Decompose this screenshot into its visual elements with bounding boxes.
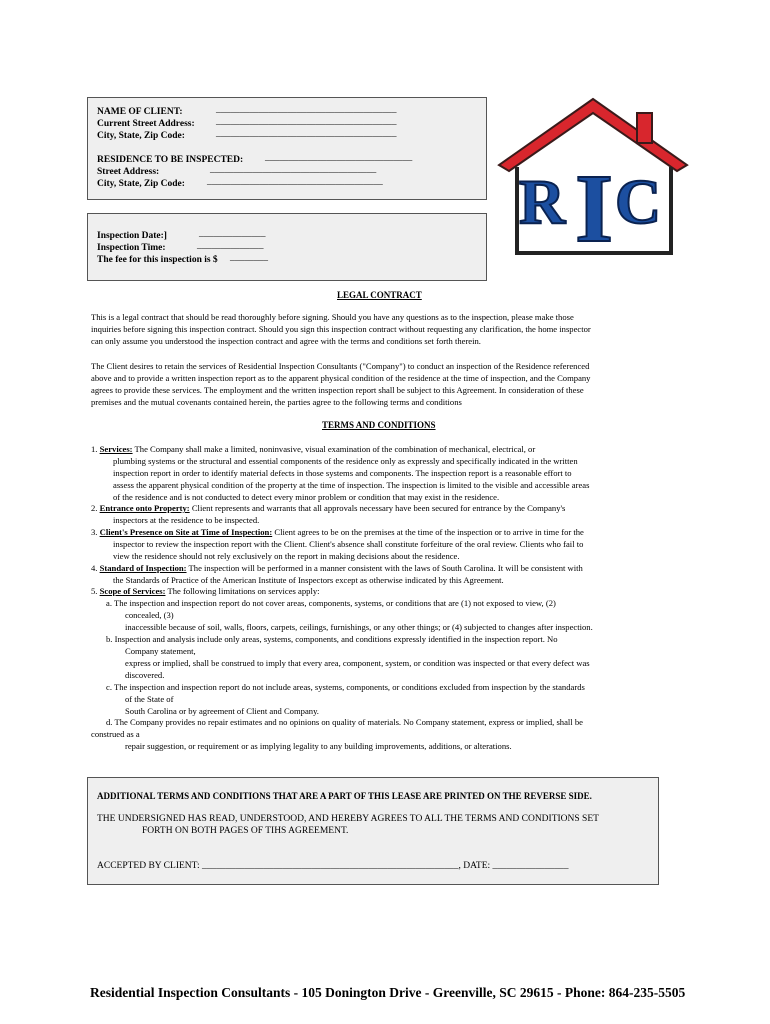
term-entrance	[91, 503, 565, 515]
inspection-time-label: Inspection Time:	[97, 243, 166, 253]
undersigned-line: FORTH ON BOTH PAGES OF TIHS AGREEMENT.	[142, 826, 349, 836]
limitation-c-line: of the State of	[125, 694, 174, 704]
client-desires-line: The Client desires to retain the services of Residential Inspection Consultants ("Company") to conduct an inspection of the Residence referenced	[91, 361, 590, 371]
term-title: Services:	[99, 444, 133, 454]
limitation-a-line: inaccessible because of soil, walls, floors, carpets, ceilings, furnishings, or any other things; or (4) subjected to changes after inspection.	[125, 622, 593, 632]
term-title: Scope of Services:	[99, 586, 166, 596]
acceptance-box	[87, 777, 659, 885]
logo-letter-c: C	[615, 166, 662, 237]
logo-letter-i: I	[575, 155, 614, 260]
inspection-info-box	[87, 213, 487, 281]
limitation-d-line: repair suggestion, or requirement or as implying legality to any building improvements, additions, or alterations.	[125, 741, 512, 751]
inspection-time-field[interactable]: ______________	[197, 241, 264, 251]
terms-heading: TERMS AND CONDITIONS	[322, 420, 436, 430]
client-name-label: NAME OF CLIENT:	[97, 107, 183, 117]
term-line: view the residence should not rely exclusively on the report in making decisions about the residence.	[113, 551, 460, 561]
intro-paragraph-line: This is a legal contract that should be read thoroughly before signing. Should you have any questions as to the inspection, please make those	[91, 312, 574, 322]
term-text: The Company shall make a limited, noninvasive, visual examination of the combination of mechanical, electrical, or	[132, 444, 536, 454]
client-name-field[interactable]: ______________________________________	[216, 105, 397, 115]
logo-letter-r: R	[519, 166, 566, 237]
term-line: plumbing systems or the structural and essential components of the residence only as expressly and specifically indicated in the written	[113, 456, 578, 466]
term-line: the Standards of Practice of the American Institute of Inspectors except as otherwise indicated by this Agreement.	[113, 575, 504, 585]
limitation-b-line: b. Inspection and analysis include only areas, systems, components, and conditions expressly identified in the inspection report. No	[106, 634, 558, 644]
limitation-c-line: c. The inspection and inspection report do not include areas, systems, components, or conditions excluded from inspection by the standards	[106, 682, 585, 692]
term-title: Standard of Inspection:	[99, 563, 187, 573]
term-line: inspector to review the inspection report with the Client. Client's absence shall constitute forfeiture of the oral review. Clients who fail to	[113, 539, 584, 549]
term-line: inspectors at the residence to be inspected.	[113, 515, 260, 525]
client-street-label: Current Street Address:	[97, 119, 195, 129]
signature-date-field[interactable]: ________________	[492, 861, 569, 871]
inspection-fee-field[interactable]: ________	[230, 253, 268, 263]
additional-terms-notice: ADDITIONAL TERMS AND CONDITIONS THAT ARE A PART OF THIS LEASE ARE PRINTED ON THE REVERSE SIDE.	[97, 791, 592, 801]
term-text: Client agrees to be on the premises at the time of the inspection or to arrive in time for the	[272, 527, 584, 537]
limitation-b-line: Company statement,	[125, 646, 196, 656]
term-line: assess the apparent physical condition of the property at the time of inspection. The inspection is limited to the visible and accessible areas	[113, 480, 590, 490]
inspection-date-field[interactable]: ______________	[199, 229, 266, 239]
limitation-a-line: a. The inspection and inspection report do not cover areas, components, systems, or conditions that are (1) not exposed to view, (2)	[106, 598, 556, 608]
limitation-a-line: concealed, (3)	[125, 610, 174, 620]
residence-city-field[interactable]: _____________________________________	[207, 177, 383, 187]
term-standard	[91, 563, 583, 575]
client-city-label: City, State, Zip Code:	[97, 131, 185, 141]
accepted-by-client-label	[97, 861, 569, 872]
residence-label: RESIDENCE TO BE INSPECTED:	[97, 155, 244, 165]
term-scope	[91, 586, 320, 598]
residence-field[interactable]: _______________________________	[265, 153, 413, 163]
term-number: 5.	[91, 586, 98, 596]
accepted-label: ACCEPTED BY CLIENT:	[97, 861, 200, 871]
limitation-c-line: South Carolina or by agreement of Client and Company.	[125, 706, 319, 716]
client-desires-line: agrees to provide these services. The employment and the written inspection report shall be subject to this Agreement. In consideration of these	[91, 385, 584, 395]
residence-street-field[interactable]: ___________________________________	[210, 165, 377, 175]
term-number: 3.	[91, 527, 98, 537]
limitation-d-line: construed as a	[91, 729, 140, 739]
inspection-fee-label: The fee for this inspection is $	[97, 255, 218, 265]
client-signature-field[interactable]: ______________________________________________________	[202, 861, 459, 871]
term-line: of the residence and is not conducted to detect every minor problem or condition that may exist in the residence.	[113, 492, 500, 502]
term-services	[91, 444, 535, 456]
ric-house-logo	[497, 95, 689, 260]
limitation-b-line: discovered.	[125, 670, 165, 680]
term-number: 4.	[91, 563, 98, 573]
inspection-date-label: Inspection Date:]	[97, 231, 167, 241]
term-number: 2.	[91, 503, 98, 513]
client-desires-line: premises and the mutual covenants contained herein, the parties agree to the following terms and conditions	[91, 397, 462, 407]
term-text: The inspection will be performed in a manner consistent with the laws of South Carolina. It will be consistent with	[186, 563, 583, 573]
undersigned-line: THE UNDERSIGNED HAS READ, UNDERSTOOD, AND HEREBY AGREES TO ALL THE TERMS AND CONDITIONS SET	[97, 814, 599, 824]
limitation-b-line: express or implied, shall be construed to imply that every area, component, system, or condition was inspected or that every defect was	[125, 658, 590, 668]
client-desires-line: above and to provide a written inspection report as to the apparent physical condition of the residence at the time of inspection, and the Company	[91, 373, 591, 383]
date-label: , DATE:	[458, 861, 491, 871]
company-footer: Residential Inspection Consultants - 105 Donington Drive - Greenville, SC 29615 - Phone: 864-235-5505	[90, 985, 686, 1000]
residence-street-label: Street Address:	[97, 167, 160, 177]
legal-contract-heading: LEGAL CONTRACT	[337, 290, 422, 300]
residence-city-label: City, State, Zip Code:	[97, 179, 185, 189]
intro-paragraph-line: can only assume you understood the inspection contract and agree with the terms and conditions set forth therein.	[91, 336, 481, 346]
term-title: Entrance onto Property:	[99, 503, 190, 513]
client-info-box	[87, 97, 487, 200]
client-city-field[interactable]: ______________________________________	[216, 129, 397, 139]
term-presence	[91, 527, 584, 539]
term-line: inspection report in order to identify material defects in those systems and components. The inspection report is a reasonable effort to	[113, 468, 572, 478]
term-text: The following limitations on services apply:	[165, 586, 320, 596]
client-street-field[interactable]: ______________________________________	[216, 117, 397, 127]
term-title: Client's Presence on Site at Time of Inspection:	[99, 527, 273, 537]
intro-paragraph-line: inquiries before signing this inspection contract. Should you sign this inspection contract without requesting any clarification, the home inspector	[91, 324, 591, 334]
term-number: 1.	[91, 444, 98, 454]
limitation-d-line: d. The Company provides no repair estimates and no opinions on quality of materials. No Company statement, express or implied, shall be	[106, 717, 583, 727]
term-text: Client represents and warrants that all approvals necessary have been secured for entrance by the Company's	[189, 503, 566, 513]
